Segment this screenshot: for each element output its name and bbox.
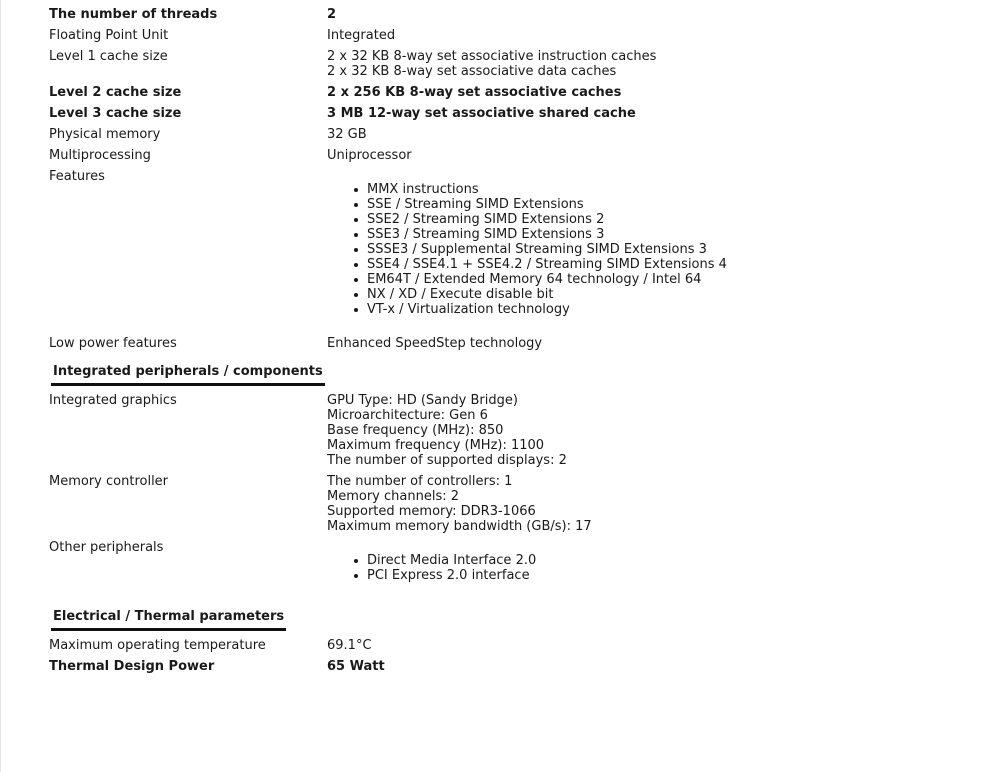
- section-heading-electrical: Electrical / Thermal parameters: [51, 609, 286, 631]
- physical-memory-value: 32 GB: [327, 127, 367, 142]
- tdp-value: 65 Watt: [327, 659, 385, 674]
- memory-controller-value: [327, 474, 592, 534]
- integrated-graphics-value: [327, 393, 567, 468]
- list-item: SSE3 / Streaming SIMD Extensions 3: [351, 227, 727, 242]
- fpu-label: Floating Point Unit: [49, 28, 169, 43]
- max-temperature-value: 69.1°C: [327, 638, 372, 653]
- gpu-microarchitecture: Microarchitecture: Gen 6: [327, 408, 488, 423]
- gpu-displays: The number of supported displays: 2: [327, 453, 567, 468]
- features-label: Features: [49, 169, 105, 184]
- tdp-label: Thermal Design Power: [49, 659, 215, 674]
- multiprocessing-label: Multiprocessing: [49, 148, 151, 163]
- supported-memory: Supported memory: DDR3-1066: [327, 504, 536, 519]
- threads-label: The number of threads: [49, 7, 218, 22]
- fpu-value: Integrated: [327, 28, 396, 43]
- features-list: [351, 182, 727, 317]
- physical-memory-label: Physical memory: [49, 127, 161, 142]
- list-item: SSE4 / SSE4.1 + SSE4.2 / Streaming SIMD Extensions 4: [351, 257, 727, 272]
- list-item: PCI Express 2.0 interface: [351, 568, 536, 583]
- l1-cache-label: Level 1 cache size: [49, 49, 168, 64]
- controllers-count: The number of controllers: 1: [327, 474, 513, 489]
- l3-cache-value: 3 MB 12-way set associative shared cache: [327, 106, 636, 121]
- list-item: SSE / Streaming SIMD Extensions: [351, 197, 727, 212]
- list-item: Direct Media Interface 2.0: [351, 553, 536, 568]
- low-power-label: Low power features: [49, 336, 177, 351]
- list-item: NX / XD / Execute disable bit: [351, 287, 727, 302]
- l2-cache-label: Level 2 cache size: [49, 85, 182, 100]
- other-peripherals-label: Other peripherals: [49, 540, 164, 555]
- list-item: VT-x / Virtualization technology: [351, 302, 727, 317]
- l3-cache-label: Level 3 cache size: [49, 106, 182, 121]
- l1-instruction-cache: 2 x 32 KB 8-way set associative instruction caches: [327, 49, 657, 64]
- memory-controller-label: Memory controller: [49, 474, 169, 489]
- list-item: MMX instructions: [351, 182, 727, 197]
- memory-bandwidth: Maximum memory bandwidth (GB/s): 17: [327, 519, 592, 534]
- section-heading-peripherals: Integrated peripherals / components: [51, 364, 325, 386]
- gpu-base-frequency: Base frequency (MHz): 850: [327, 423, 504, 438]
- list-item: EM64T / Extended Memory 64 technology / Intel 64: [351, 272, 727, 287]
- list-item: SSE2 / Streaming SIMD Extensions 2: [351, 212, 727, 227]
- low-power-value: Enhanced SpeedStep technology: [327, 336, 543, 351]
- l1-cache-value: [327, 49, 656, 79]
- l2-cache-value: 2 x 256 KB 8-way set associative caches: [327, 85, 622, 100]
- multiprocessing-value: Uniprocessor: [327, 148, 412, 163]
- other-peripherals-list: [351, 553, 536, 583]
- max-temperature-label: Maximum operating temperature: [49, 638, 266, 653]
- list-item: SSSE3 / Supplemental Streaming SIMD Extensions 3: [351, 242, 727, 257]
- memory-channels: Memory channels: 2: [327, 489, 459, 504]
- integrated-graphics-label: Integrated graphics: [49, 393, 177, 408]
- gpu-max-frequency: Maximum frequency (MHz): 1100: [327, 438, 545, 453]
- l1-data-cache: 2 x 32 KB 8-way set associative data caches: [327, 64, 617, 79]
- threads-value: 2: [327, 7, 337, 22]
- gpu-type: GPU Type: HD (Sandy Bridge): [327, 393, 518, 408]
